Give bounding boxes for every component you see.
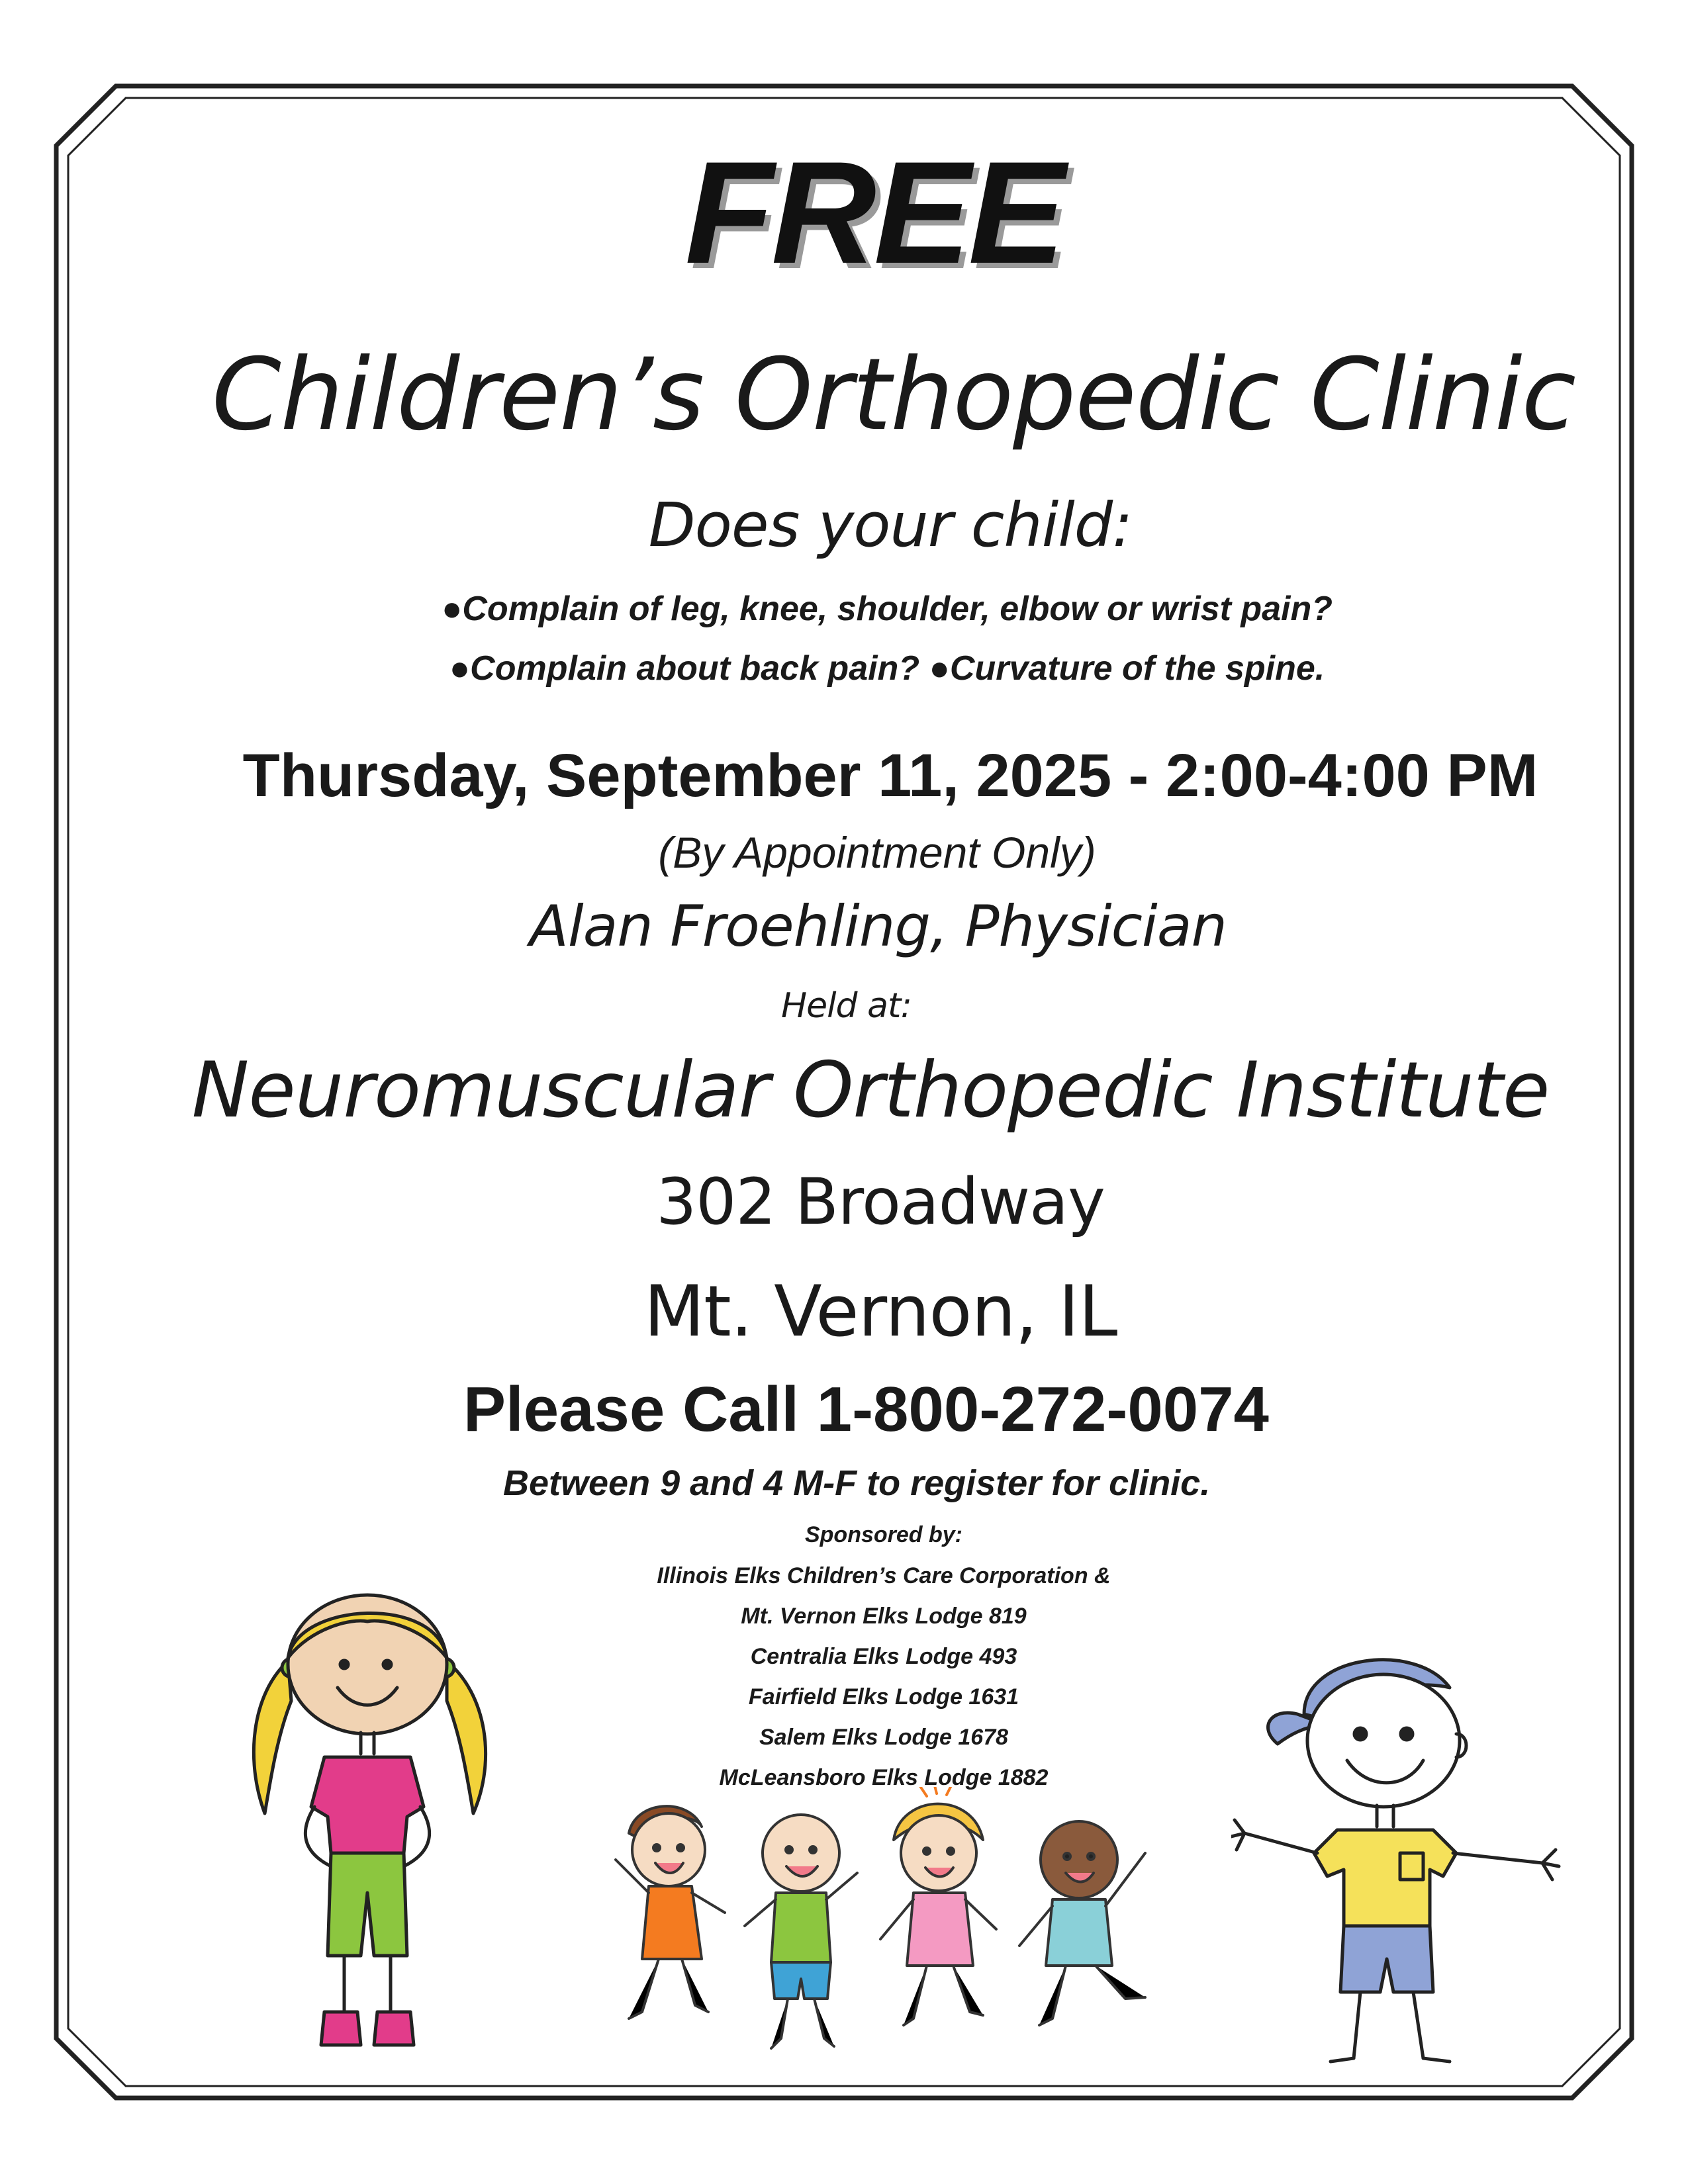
sponsor-item: Illinois Elks Children’s Care Corporation & (657, 1563, 1111, 1588)
venue-name: Neuromuscular Orthopedic Institute (191, 1046, 1550, 1135)
clinic-title: Children’s Orthopedic Clinic (211, 338, 1576, 453)
group-of-four-kids-drawing (602, 1787, 1198, 2071)
appointment-note: (By Appointment Only) (658, 828, 1096, 877)
call-hours: Between 9 and 4 M-F to register for clinic. (503, 1463, 1211, 1503)
phone-call-line: Please Call 1-800-272-0074 (463, 1374, 1269, 1445)
question-heading: Does your child: (648, 490, 1133, 561)
girl-with-pigtails-drawing (225, 1588, 516, 2065)
sponsor-item: Mt. Vernon Elks Lodge 819 (741, 1604, 1027, 1629)
sponsor-item: Salem Elks Lodge 1678 (759, 1725, 1009, 1750)
sponsor-item: Fairfield Elks Lodge 1631 (748, 1684, 1019, 1709)
symptom-bullet-1: ●Complain of leg, knee, shoulder, elbow or wrist pain? (441, 590, 1333, 628)
event-datetime: Thursday, September 11, 2025 - 2:00-4:00 PM (242, 742, 1538, 809)
symptom-bullet-2: ●Complain about back pain? ●Curvature of the spine. (449, 649, 1325, 688)
sponsors-heading: Sponsored by: (804, 1522, 963, 1547)
physician-name: Alan Froehling, Physician (530, 893, 1227, 960)
boy-with-cap-drawing (1231, 1635, 1562, 2071)
free-headline: FREE (684, 131, 1063, 294)
held-at-label: Held at: (781, 986, 912, 1026)
venue-city: Mt. Vernon, IL (643, 1271, 1117, 1352)
sponsor-item: McLeansboro Elks Lodge 1882 (719, 1765, 1049, 1790)
sponsor-item: Centralia Elks Lodge 493 (750, 1644, 1017, 1669)
venue-street: 302 Broadway (656, 1165, 1105, 1239)
